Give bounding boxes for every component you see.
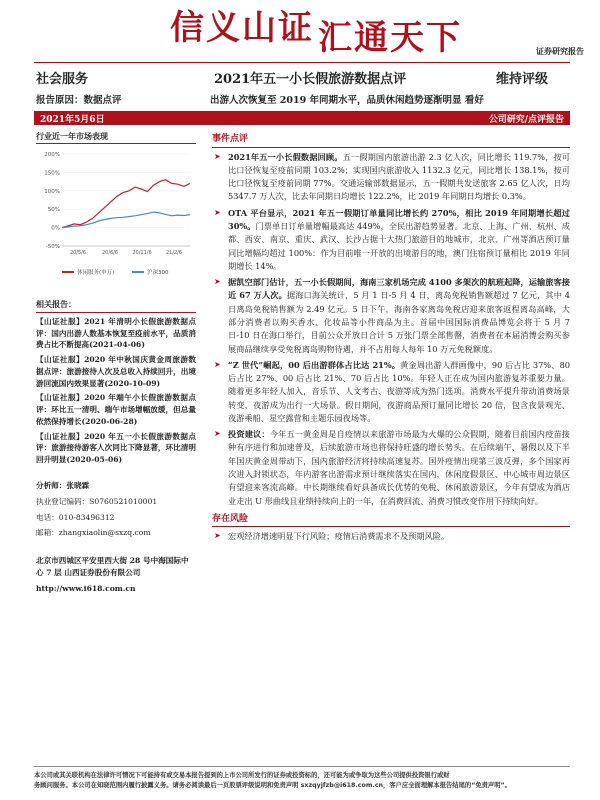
bullet-item <box>212 359 570 425</box>
y-tick-label: 200% <box>44 152 60 159</box>
page-subtitle: 出游人次恢复至 2019 年同期水平，品质休闲趋势逐渐明显 看好 <box>210 95 484 106</box>
event-section-title: 事件点评 <box>212 134 249 144</box>
series-line <box>62 180 190 228</box>
chart-title: 行业近一年市场表现 <box>36 130 196 144</box>
rating-label: 维持评级 <box>496 72 549 87</box>
x-tick-label: 20/11/6 <box>132 250 152 257</box>
brand-logo-text: 信义山证 <box>170 8 314 48</box>
arrow-icon: ➤ <box>214 359 221 369</box>
analyst-email[interactable]: 邮箱：zhangxiaolin@sxzq.com <box>36 528 151 538</box>
risk-text: 宏观经济增速明显下行风险；疫情后消费需求不及预期风险。 <box>228 531 450 542</box>
y-tick-label: 0% <box>51 225 60 232</box>
risk-item <box>212 530 570 543</box>
banner <box>0 0 600 62</box>
analyst-cert: 执业登记编码：S0760521010001 <box>36 496 158 506</box>
bullet-item <box>212 151 570 204</box>
analyst-phone: 电话：010-83496312 <box>36 512 115 522</box>
legend-label: 沪深300 <box>147 270 169 277</box>
disclaimer-line: 务顾问服务。本公司在知晓范围内履行披露义务。请务必阅读最后一页股票评级说明和免责声明 sxzqyjfzb@i618.com.cn，客户应全面理解本报告结尾的“免责声明”。 <box>34 782 511 790</box>
brand-slogan: 汇通天下 <box>318 18 462 58</box>
x-tick-label: 20/5/6 <box>69 250 87 257</box>
arrow-icon: ➤ <box>214 429 221 439</box>
related-report-item[interactable]: 【山证社服】2020 年端午小长假旅游数据点评：环比五一清明、端午市场增幅放缓，但总量依然保持增长(2020-06-28) <box>36 393 196 426</box>
related-report-item[interactable]: 【山证社服】2020 年五一小长假旅游数据点评：旅游接待游客人次同比下降显著，环比清明回升明显(2020-05-06) <box>36 431 196 465</box>
top-rule <box>34 62 570 63</box>
right-column <box>212 132 570 544</box>
date-bar <box>34 111 570 125</box>
arrow-icon: ➤ <box>214 207 221 217</box>
x-tick-label: 21/2/6 <box>165 250 183 257</box>
market-chart <box>36 148 194 286</box>
report-reason: 报告原因：数据点评 <box>36 95 122 106</box>
page-title: 2021年五一小长假旅游数据点评 <box>214 72 407 87</box>
analyst-name: 分析师：张晓霖 <box>36 480 90 490</box>
bullet-body: 今年五一黄金周是自疫情以来旅游市场最为火爆的公众假期，随着目前国内疫苗接种有序进行和加速普及，后续旅游市场也将保持旺盛的增长势头。在后续端午、暑假以及下半年国庆黄金周带动下，国内旅游经济将持续高速复苏。国外疫情出现第三波反弹，多个国家再次进入封锁状态，年内游客出游需求预计继续落实在国内，休闲度假景区、中心城市周边景区有望迎来客流高峰。中长期继续看好具备成长优势的免税、休闲旅游景区，今年有望成为酒店业走出 U 形曲线且业绩持续向上的一年，在消费回流、消费习惯改变作用下持续向好。 <box>228 429 570 506</box>
arrow-icon: ➤ <box>214 277 221 287</box>
related-report-item[interactable]: 【山证社服】2021 年清明小长假旅游数据点评：国内出游人数基本恢复至疫前水平，品质消费占比不断提高(2021-04-06) <box>36 316 196 350</box>
market-chart-svg <box>36 148 194 286</box>
left-column <box>36 130 196 594</box>
report-type-tag: 证券研究报告 <box>536 47 584 56</box>
company-address: 北京市西城区平安里西大街 28 号中海国际中心 7 层 山西证券股份有限公司 <box>36 556 189 577</box>
bullet-head: 投资建议： <box>228 429 270 440</box>
report-date: 2021年5月6日 <box>40 115 105 125</box>
bullet-head: OTA 平台显示，2021 年五一假期订单量同比增长约 270%，相比 2019 年同期增长超过 30%。 <box>228 207 570 231</box>
related-reports-list <box>36 316 196 466</box>
y-tick-label: 150% <box>44 170 60 177</box>
company-website[interactable]: http://www.i618.com.cn <box>36 583 136 593</box>
bullet-item <box>212 276 570 356</box>
arrow-icon: ➤ <box>214 531 221 541</box>
bullet-head: 2021年五一小长假数据回顾。 <box>228 151 343 162</box>
risk-section-title: 存在风险 <box>212 513 249 524</box>
disclaimer-footer <box>34 766 570 791</box>
section-divider <box>212 147 570 148</box>
disclaimer-line: 本公司或其关联机构在法律许可情况下可能持有或交易本报告提到的上市公司所发行的证券或投资标的，还可能为或争取为这些公司提供投资银行或财 <box>34 772 450 779</box>
report-dept: 公司研究/点评报告 <box>488 115 564 125</box>
bullet-body: 门票单日订单量增幅最高达 449%，全民出游趋势显著。北京、上海、广州、杭州、成都、西安、南京、重庆、武汉、长沙占据十大热门旅游目的地城市，北京、广州等酒店预订量同比增幅均超过 100%：作为目前唯一开放的出境游目的地，澳门住宿预订量相比 2019 年同期增长 14%。 <box>228 220 570 271</box>
bullet-body: 五一假期国内旅游出游 2.3 亿人次，同比增长 119.7%，按可比口径恢复至疫前同期 103.2%；实现国内旅游收入 1132.3 亿元，同比增长 138.1%，按可比口径恢复至疫前同期 77%。交通运输部数据显示，五一假期共发送旅客 2.65 亿人次，日均 5347.7 万人次，比去年同期日均增长 122.2%，比 2019 年同期日均增长 0.3%。 <box>228 151 570 202</box>
arrow-icon: ➤ <box>214 151 221 161</box>
sector-label: 社会服务 <box>36 72 89 87</box>
bullet-body: 黄金周出游人群画像中，90 后占比 37%、80 后占比 27%、00 后占比 21%、70 后占比 10%。年轻人正在成为国内旅游复苏重要力量。随着更多年轻人加入，音乐节、人文考古、夜游等成为热门选项。消费水平提升带动消费场景转变，夜游成为出行一大场景。假日期间，夜游商品预订量同比增长 20 倍，包含夜景观光、夜游乘船、星空露营和主题乐园夜场等。 <box>228 359 570 423</box>
bullet-head: 据凯空部门估计，五一小长假期间，海南三家机场完成 4100 多架次的航班起降，运输旅客接近 67 万人次。 <box>228 277 570 301</box>
x-tick-label: 20/6/6 <box>101 250 119 257</box>
y-tick-label: -50% <box>45 244 60 251</box>
bullet-head: “Z 世代”崛起，00 后出游群体占比达 21%。 <box>228 359 401 370</box>
y-tick-label: 50% <box>47 207 60 214</box>
related-reports-title: 相关报告： <box>36 298 196 312</box>
bullet-body: 据海口海关统计，5 月 1 日-5 月 4 日，离岛免税销售额超过 7 亿元，其中 4 日离岛免税销售额为 2.49 亿元。5 日下午，海南各家离岛免税店迎来旅客返程离岛高峰，大部分消费者以购买香水、化妆品等小件商品为主。首届中国国际消费品博览会将于 5 月 7 日-10 日在海口举行，目前公众开放日合计 5 万张门票全部售罄，消费者在本届消博会购买参展商品继续享受免税离岛购物待遇，并不占用每人每年 10 万元免税额度。 <box>228 290 570 354</box>
series-line <box>62 212 190 228</box>
analyst-info <box>36 480 196 539</box>
bullet-item <box>212 428 570 508</box>
legend-label: 休闲服务(申万) <box>77 270 115 277</box>
bullet-item <box>212 207 570 273</box>
section-divider <box>212 526 570 527</box>
related-report-item[interactable]: 【山证社服】2020 年中秋国庆黄金周旅游数据点评：旅游接待人次及总收入持续回升，出境游回流国内效果显著(2020-10-09) <box>36 355 196 388</box>
y-tick-label: 100% <box>44 189 60 196</box>
